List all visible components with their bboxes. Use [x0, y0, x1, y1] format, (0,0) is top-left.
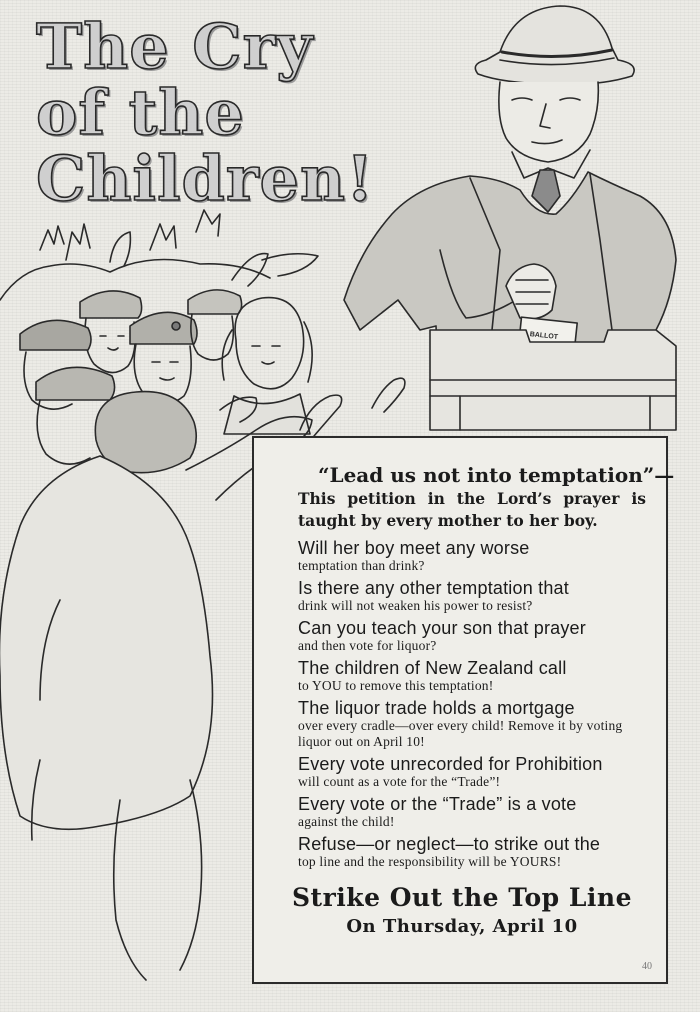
- list-item-lead: Refuse—or neglect—to strike out the: [298, 834, 601, 854]
- headline: [36, 10, 375, 215]
- list-item: [298, 578, 646, 614]
- call-to-action: Strike Out the Top Line: [292, 883, 632, 912]
- child-girl: [222, 298, 312, 434]
- list-item-lead: Is there any other temptation that: [298, 578, 569, 598]
- list-item-rest: and then vote for liquor?: [298, 638, 437, 653]
- list-item: [298, 754, 646, 790]
- list-item-rest: over every cradle—over every child! Remove it by voting liquor out on April 10!: [298, 718, 623, 749]
- list-item-lead: The children of New Zealand call: [298, 658, 567, 678]
- headline-line-2: of the: [36, 76, 245, 149]
- list-item-rest: will count as a vote for the “Trade”!: [298, 774, 501, 789]
- intro-paragraph: This petition in the Lord’s prayer is taught by every mother to her boy.: [298, 489, 646, 530]
- headline-line-1: The Cry: [36, 10, 314, 83]
- reaching-hand-2: [372, 378, 405, 412]
- list-item-rest: against the child!: [298, 814, 395, 829]
- scripture-quote: “Lead us not into temptation”—: [318, 463, 675, 487]
- text-panel: [252, 436, 675, 984]
- list-item: [298, 538, 646, 574]
- list-item-lead: Will her boy meet any worse: [298, 538, 530, 558]
- list-item: [298, 834, 646, 870]
- list-item-lead: Can you teach your son that prayer: [298, 618, 586, 638]
- ballot-label: BALLOT: [529, 331, 559, 342]
- headline-line-3: Children!: [36, 142, 375, 215]
- list-item-lead: Every vote unrecorded for Prohibition: [298, 754, 603, 774]
- man-tie: [532, 170, 560, 212]
- child-boy-2: [130, 312, 197, 403]
- list-item-lead: Every vote or the “Trade” is a vote: [298, 794, 577, 814]
- man-figure: [344, 6, 676, 430]
- list-item-rest: drink will not weaken his power to resist?: [298, 598, 533, 613]
- man-face: [499, 82, 598, 162]
- list-item-rest: to YOU to remove this temptation!: [298, 678, 494, 693]
- list-item: [298, 618, 646, 654]
- election-date: On Thursday, April 10: [346, 916, 578, 937]
- list-item: [298, 698, 646, 750]
- list-item: [298, 658, 646, 694]
- list-item-rest: temptation than drink?: [298, 558, 425, 573]
- man-hat: [475, 6, 634, 84]
- list-item-lead: The liquor trade holds a mortgage: [298, 698, 575, 718]
- page-number: 40: [642, 961, 652, 972]
- list-item: [298, 794, 646, 830]
- list-item-rest: top line and the responsibility will be YOURS!: [298, 854, 562, 869]
